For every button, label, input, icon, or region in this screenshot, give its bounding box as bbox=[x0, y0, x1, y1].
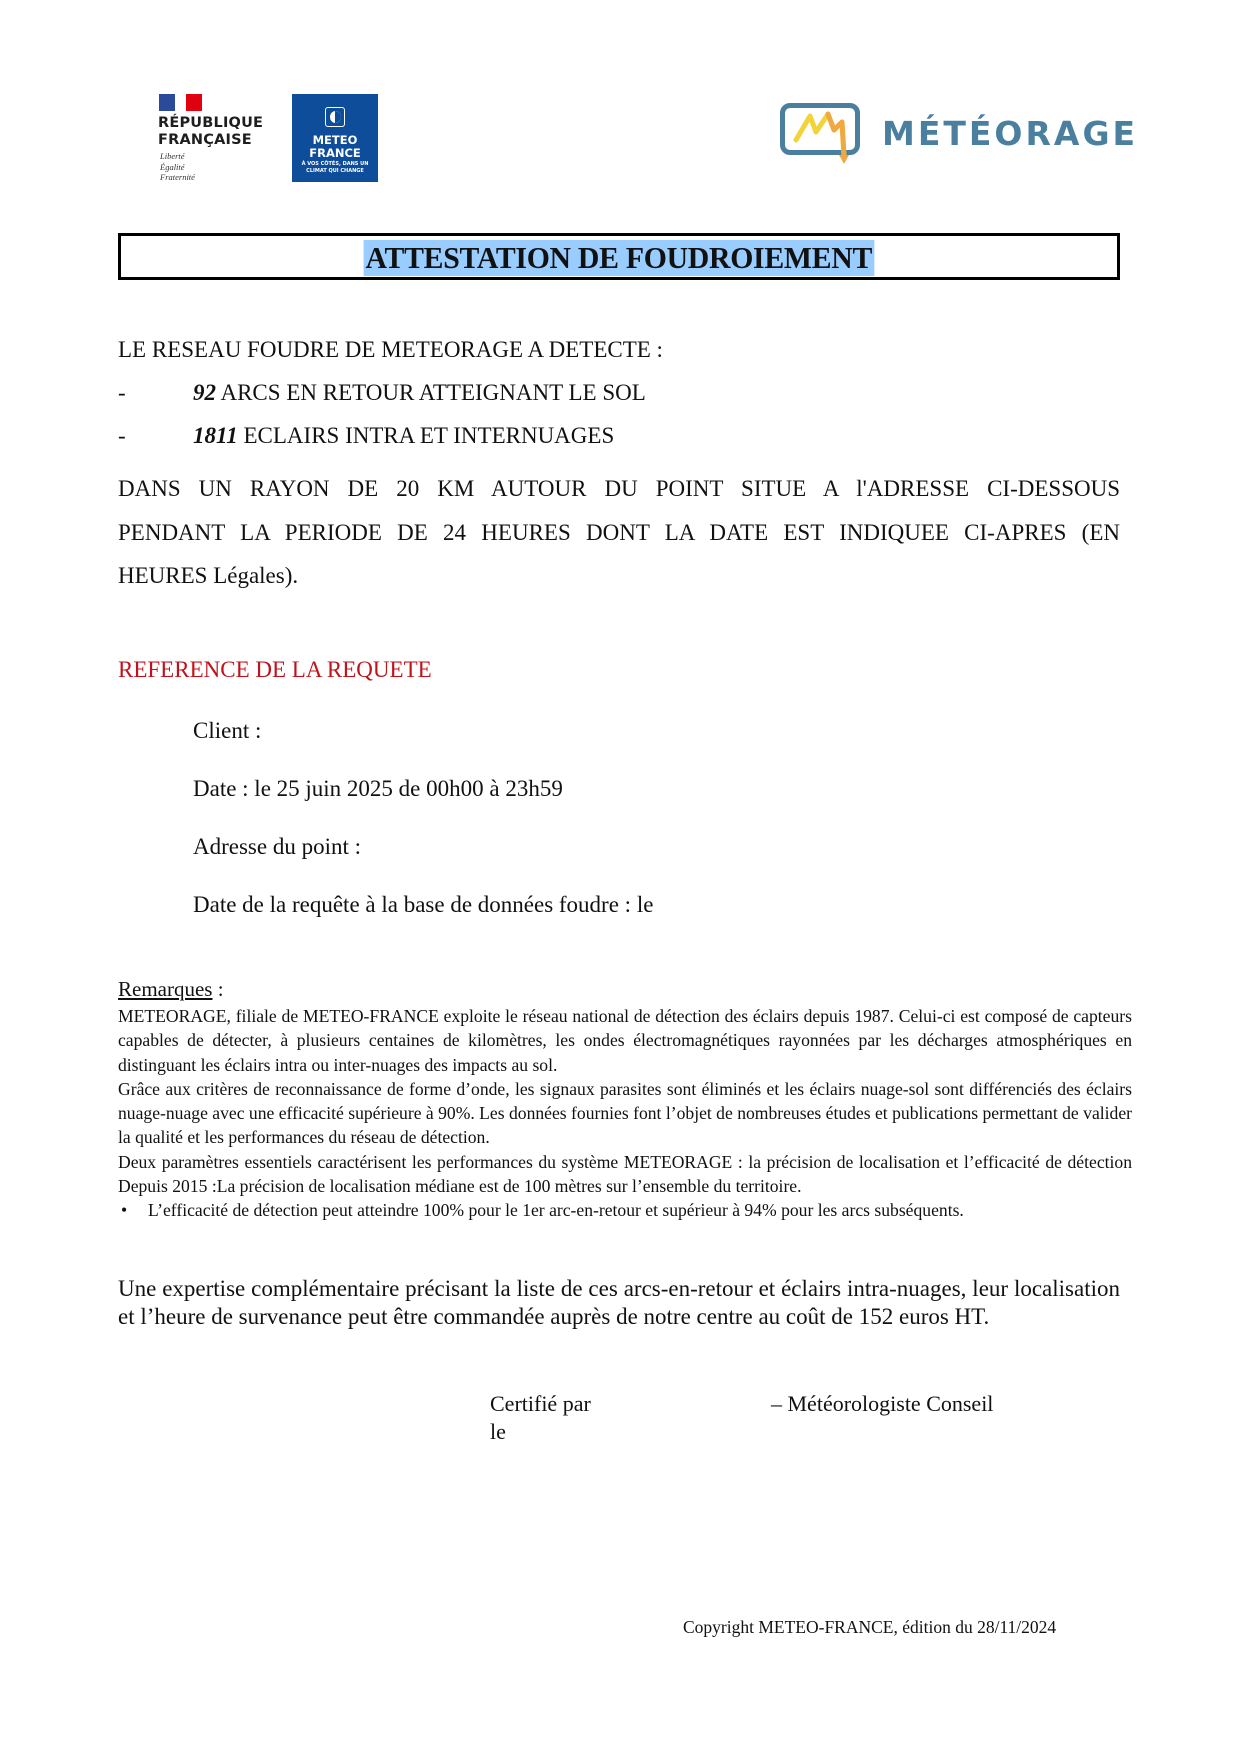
page-title: ATTESTATION DE FOUDROIEMENT bbox=[365, 240, 873, 275]
bullet-dot-icon: • bbox=[121, 1200, 128, 1221]
marianne-flag-icon bbox=[159, 94, 202, 111]
rf-motto-fraternite: Fraternité bbox=[160, 172, 195, 182]
expertise-paragraph: Une expertise complémentaire précisant la liste de ces arcs-en-retour et éclairs intra-nuages, leur localisation et l’heure de survenance peut être commandée auprès de notre centre au coût de 152 euros HT. bbox=[118, 1276, 1120, 1329]
rf-motto bbox=[160, 151, 195, 183]
meteo-france-tagline bbox=[292, 161, 378, 174]
mf-name-line2: FRANCE bbox=[309, 145, 361, 160]
intro-text: LE RESEAU FOUDRE DE METEORAGE A DETECTE : bbox=[118, 337, 663, 362]
certification-date-prefix: le bbox=[490, 1419, 506, 1444]
remarks-title: Remarques bbox=[118, 977, 213, 1001]
mf-tagline-line2: CLIMAT QUI CHANGE bbox=[306, 167, 364, 174]
rf-motto-egalite: Égalité bbox=[160, 161, 185, 172]
certified-by: Certifié par bbox=[490, 1391, 591, 1416]
rf-motto-liberte: Liberté bbox=[160, 151, 185, 161]
dash-bullet: - bbox=[118, 423, 126, 448]
remarks-paragraph: Deux paramètres essentiels caractérisent les performances du système METEORAGE : la précision de localisation et l’efficacité de détection Depuis 2015 :La précision de localisation médiane est de 100 mètres sur l’ensemble du territoire. bbox=[118, 1151, 1132, 1197]
ground-strokes-count: 92 bbox=[193, 380, 216, 405]
reference-section-title: REFERENCE DE LA REQUETE bbox=[118, 657, 432, 682]
remarks-colon: : bbox=[212, 977, 224, 1001]
client-field: Client : bbox=[193, 718, 262, 743]
rf-title-line1: RÉPUBLIQUE bbox=[158, 115, 264, 131]
meteorage-logo bbox=[780, 100, 1139, 172]
meteo-france-emblem-icon bbox=[325, 107, 345, 127]
scope-line: PENDANT LA PERIODE DE 24 HEURES DONT LA DATE EST INDIQUEE CI-APRES (EN bbox=[118, 519, 1120, 545]
date-field: Date : le 25 juin 2025 de 00h00 à 23h59 bbox=[193, 776, 563, 801]
scope-paragraph bbox=[118, 467, 1120, 598]
dash-bullet: - bbox=[118, 380, 126, 405]
certifier-role: – Météorologiste Conseil bbox=[771, 1391, 994, 1416]
scope-line: HEURES Légales). bbox=[118, 563, 299, 588]
mf-name-line1: METEO bbox=[312, 133, 358, 147]
meteo-france-logo bbox=[292, 94, 378, 182]
mf-tagline-line1: À VOS CÔTÉS, DANS UN bbox=[301, 161, 369, 167]
request-date-field: Date de la requête à la base de données foudre : le bbox=[193, 892, 654, 917]
ground-strokes-label: ARCS EN RETOUR ATTEIGNANT LE SOL bbox=[220, 380, 646, 405]
remarks-bullet bbox=[118, 1198, 1132, 1222]
remarks-body bbox=[118, 1004, 1132, 1223]
meteorage-wordmark: MÉTÉORAGE bbox=[882, 114, 1139, 153]
remarks-heading bbox=[118, 977, 224, 1002]
copyright-footer: Copyright METEO-FRANCE, édition du 28/11/2024 bbox=[683, 1617, 1057, 1637]
certification-block bbox=[490, 1390, 591, 1446]
rf-title bbox=[158, 115, 263, 149]
rf-title-line2: FRANÇAISE bbox=[158, 132, 252, 148]
title-box bbox=[118, 233, 1120, 280]
scope-line: DANS UN RAYON DE 20 KM AUTOUR DU POINT SITUE A l'ADRESSE CI-DESSOUS bbox=[118, 476, 1120, 501]
remarks-bullet-text: L’efficacité de détection peut atteindre 100% pour le 1er arc-en-retour et supérieur à 94% pour les arcs subséquents. bbox=[148, 1200, 964, 1221]
remarks-paragraph: METEORAGE, filiale de METEO-FRANCE exploite le réseau national de détection des éclairs depuis 1987. Celui-ci est composé de capteurs capables de détecter, à plusieurs centaines de kilomètres, les ondes électromagnétiques rayonnées par les décharges atmosphériques en distinguant les éclairs intra ou inter-nuages des impacts au sol. bbox=[118, 1006, 1132, 1075]
republique-francaise-logo bbox=[158, 94, 268, 186]
intracloud-label: ECLAIRS INTRA ET INTERNUAGES bbox=[243, 423, 615, 448]
remarks-paragraph: Grâce aux critères de reconnaissance de forme d’onde, les signaux parasites sont éliminés et les éclairs nuage-sol sont différenciés des éclairs nuage-nuage avec une efficacité supérieure à 90%. Les données fournies font l’objet de nombreuses études et publications permettant de valider la qualité et les performances du réseau de détection. bbox=[118, 1078, 1132, 1148]
lightning-m-icon bbox=[780, 100, 870, 172]
meteo-france-name bbox=[292, 134, 378, 159]
intracloud-count: 1811 bbox=[193, 423, 238, 448]
address-field: Adresse du point : bbox=[193, 834, 362, 859]
